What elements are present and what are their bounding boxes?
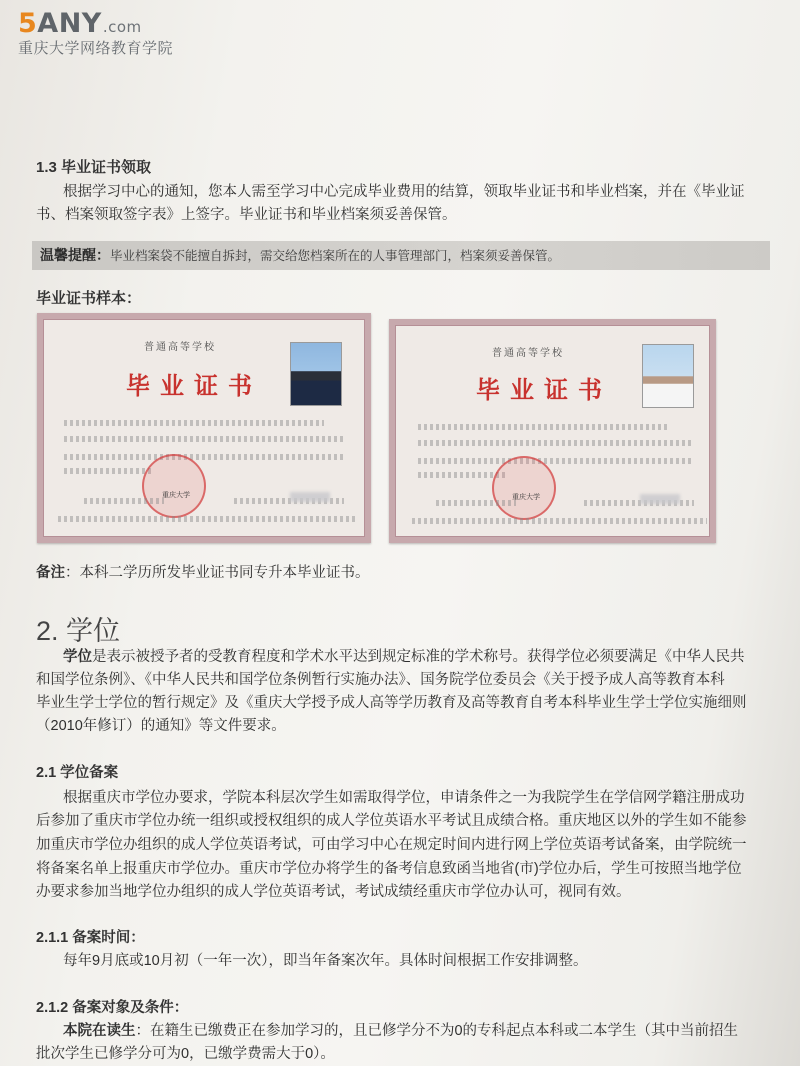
section-2-1-1-text: 每年9月底或10月初（一年一次），即当年备案次年。具体时间根据工作安排调整。 (63, 953, 588, 969)
section-2-1-line-1: 根据重庆市学位办要求，学院本科层次学生如需取得学位，申请条件之一为我院学生在学信网学籍注册成功 (63, 790, 745, 806)
section-2-1-line-2: 后参加了重庆市学位办统一组织或授权组织的成人学位英语水平考试且成绩合格。重庆地区以外的学生如不能参 (36, 813, 747, 829)
section-2-1-line-5: 办要求参加当地学位办组织的成人学位英语考试，考试成绩经重庆市学位办认可，视同有效。 (36, 884, 631, 900)
certificate-text-line (418, 424, 668, 430)
section-2-1-2-line-2: 批次学生已修学分可为0，已缴学费需大于0）。 (36, 1046, 335, 1062)
logo-subtitle: 重庆大学网络教育学院 (18, 40, 174, 57)
certificate-text-line (418, 458, 693, 464)
certificate-sample-right (389, 319, 716, 543)
section-2-intro-line-1 (63, 646, 745, 669)
logo-five: 5 (18, 8, 38, 39)
section-2-heading: 2. 学位 (36, 616, 121, 646)
sample-heading: 毕业证书样本： (36, 290, 142, 307)
certificate-signature-redacted (290, 492, 330, 502)
certificate-text-line (412, 518, 707, 524)
certificate-note (36, 561, 370, 582)
certificate-text-line (64, 454, 344, 460)
section-1-3-line-2: 书、档案领取签字表》上签字。毕业证书和毕业档案须妥善保管。 (36, 207, 457, 223)
certificate-text-line (64, 468, 154, 474)
certificate-text-line (58, 516, 358, 522)
section-2-1-1-heading: 2.1.1 备案时间： (36, 930, 145, 946)
logo-any: ANY (37, 8, 102, 39)
logo-com: .com (102, 18, 142, 36)
tip-label: 温馨提醒： (40, 247, 110, 263)
logo-mark (18, 8, 173, 39)
certificate-seal (492, 456, 556, 520)
certificate-seal-label: 重庆大学 (162, 492, 190, 499)
section-2-intro-line-1-text: 是表示被授予者的受教育程度和学术水平达到规定标准的学术称号。获得学位必须要满足《中华人民共 (92, 649, 745, 665)
section-1-3-heading: 1.3 毕业证书领取 (36, 159, 152, 176)
certificate-text-line (436, 500, 516, 506)
section-2-1-2-heading: 2.1.2 备案对象及条件： (36, 1000, 189, 1016)
certificate-seal (142, 454, 206, 518)
note-label: 备注 (36, 565, 65, 581)
certificate-title: 毕业证书 (476, 375, 612, 404)
section-2-1-line-3: 加重庆市学位办组织的成人学位英语考试，可由学习中心在规定时间内进行网上学位英语考试备案，由学院统一 (36, 837, 747, 853)
section-2-intro-line-4: （2010年修订）的通知》等文件要求。 (36, 718, 286, 734)
certificate-text-line (84, 498, 164, 504)
certificate-school-type: 普通高等学校 (492, 348, 564, 359)
certificate-text-line (64, 420, 324, 426)
certificate-title: 毕业证书 (126, 371, 262, 400)
certificate-seal-label: 重庆大学 (512, 494, 540, 501)
certificate-text-line (64, 436, 344, 442)
certificate-paper (395, 325, 710, 537)
brand-logo (18, 8, 173, 58)
section-2-1-2-line-1-text: ：在籍生已缴费正在参加学习的，且已修学分不为0的专科起点本科或二本学生（其中当前招生 (135, 1023, 739, 1039)
section-2-intro-line-2: 和国学位条例》、《中华人民共和国学位条例暂行实施办法》、国务院学位委员会《关于授予成人高等教育本科 (36, 672, 725, 688)
section-2-1-line-4: 将备案名单上报重庆市学位办。重庆市学位办将学生的备考信息致函当地省(市)学位办后，学生可按照当地学位 (36, 861, 742, 877)
section-2-intro-line-3: 毕业生学士学位的暂行规定》及《重庆大学授予成人高等学历教育及高等教育自考本科毕业生学士学位实施细则 (36, 695, 747, 711)
degree-term: 学位 (63, 649, 92, 665)
section-2-1-heading: 2.1 学位备案 (36, 765, 119, 781)
note-text: ：本科二学历所发毕业证书同专升本毕业证书。 (65, 565, 370, 581)
section-1-3-line-1: 根据学习中心的通知，您本人需至学习中心完成毕业费用的结算，领取毕业证书和毕业档案，并在《毕业证 (63, 184, 745, 200)
certificate-sample-left (37, 313, 371, 543)
tip-bar (32, 241, 770, 270)
certificate-signature-redacted (640, 494, 680, 504)
certificate-text-line (418, 440, 693, 446)
current-student-label: 本院在读生 (63, 1023, 136, 1039)
tip-text: 毕业档案袋不能擅自拆封，需交给您档案所在的人事管理部门，档案须妥善保管。 (110, 249, 561, 263)
certificate-school-type: 普通高等学校 (144, 342, 216, 353)
section-2-1-2-line-1 (63, 1020, 738, 1043)
certificate-photo (642, 344, 694, 408)
certificate-photo (290, 342, 342, 406)
certificate-paper (43, 319, 365, 537)
